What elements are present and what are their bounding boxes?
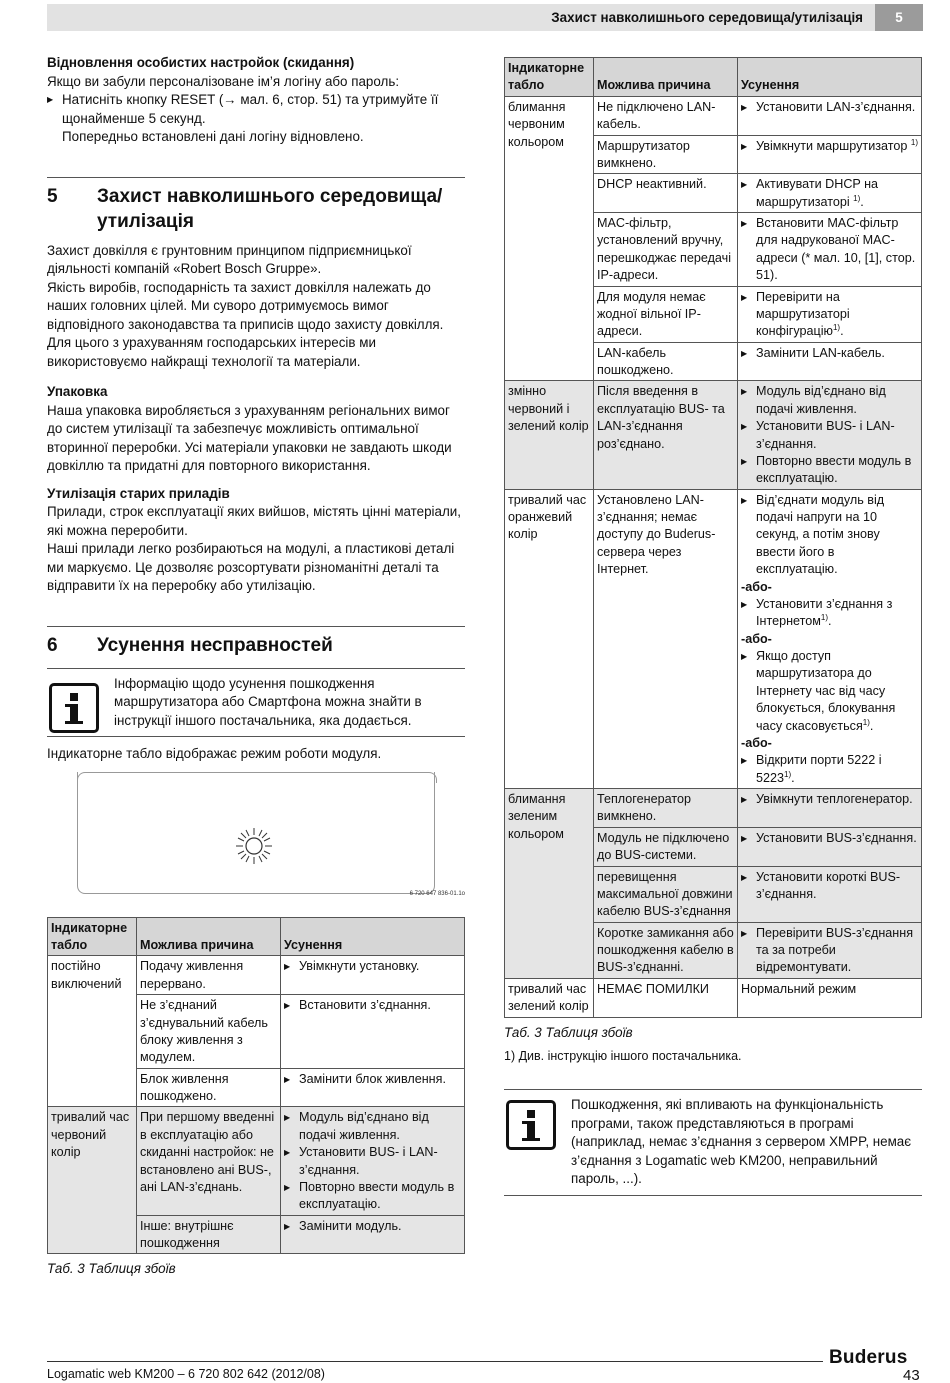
fix-item: ▶ Перевірити на маршрутизаторі конфігурацію$^{1)}$. [741,289,918,341]
fix-cell [738,96,922,135]
info-note-2-text: Пошкодження, які впливають на функціональність програми, також представляються в програмі (наприклад, немає з’єднання з сервером XMPP, немає з’єднання з Logamatic web KM200, неправильний пароль, ...). [571,1097,912,1187]
cause-cell: Блок живлення пошкоджено. [137,1068,281,1107]
old-devices-text-2: Наші прилади легко розбираються на модулі, а пластикові деталі ми маркуємо. Це дозволяє розсортувати різноманітні деталі та відправити їх на переробку або утилізацію. [47,541,455,594]
fix-text: Відкрити порти 5222 і 5223 [756,753,882,785]
fix-item: ▶ Активувати DHCP на маршрутизаторі $^{1)}$. [741,176,918,211]
fix-item: ▶ Замінити блок живлення. [284,1071,461,1088]
fix-item: ▶ Увімкнути теплогенератор. [741,791,918,808]
old-devices-heading: Утилізація старих приладів [47,485,230,501]
fix-item: ▶ Якщо доступ маршрутизатора до Інтернету час від часу блокується, блокування часу скасовується$^{1)}$. [741,648,918,735]
fix-item: ▶ Установити LAN-з’єднання. [741,99,918,116]
fix-cell [738,286,922,342]
fix-cell [281,956,465,995]
footnote-ref: 1) [910,137,918,147]
table-footnote: 1) Див. інструкцію іншого постачальника. [504,1049,742,1063]
cause-cell: Коротке замикання або пошкодження кабелю в BUS-з’єднанні. [594,922,738,978]
info-note-2 [504,1089,922,1196]
fix-cell [738,174,922,213]
reset-result: Попередньо встановлені дані логіну відновлено. [62,129,364,144]
col-header-cause: Можлива причина [137,917,281,956]
cause-cell: Модуль не підключено до BUS-системи. [594,827,738,866]
footnote-ref: 1) [784,769,792,779]
fix-cell [281,1107,465,1215]
info-note-text: Інформацію щодо усунення пошкодження маршрутизатора або Смартфона можна знайти в інструкції іншого постачальника, яка додається. [114,675,422,728]
cause-cell: перевищення максимальної довжини кабелю BUS-з’єднання [594,866,738,922]
fix-cell [738,213,922,287]
fix-item: ▶ Повторно ввести модуль в експлуатацію. [284,1179,461,1214]
header-title: Захист навколишнього середовища/утилізація [551,10,863,25]
page-header [47,4,923,31]
left-column [47,54,465,1279]
cause-cell: Інше: внутрішнє пошкодження [137,1215,281,1254]
cause-cell: Після введення в експлуатацію BUS- та LAN-з’єднання роз’єднано. [594,381,738,489]
cause-cell: Для модуля немає жодної вільної IP-адреси. [594,286,738,342]
fix-item: ▶ Модуль від’єднано від подачі живлення. [741,383,918,418]
col-header-fix: Усунення [281,917,465,956]
fix-item: ▶ Відкрити порти 5222 і 5223$^{1)}$. [741,752,918,787]
footer-doc-ref: Logamatic web KM200 – 6 720 802 642 (2012/08) [47,1367,325,1381]
fix-cell: Нормальний режим [738,978,922,1017]
fix-item: ▶ Встановити з’єднання. [284,997,461,1014]
info-icon [506,1100,556,1150]
indicator-cell: тривалий час зелений колір [505,978,594,1017]
cause-cell: Установлено LAN-з’єднання; немає доступу до Buderus-сервера через Інтернет. [594,489,738,788]
indicator-cell: тривалий час оранжевий колір [505,489,594,788]
fix-cell [738,789,922,828]
indicator-cell: змінно червоний і зелений колір [505,381,594,489]
cause-cell: DHCP неактивний. [594,174,738,213]
table-row [505,789,922,828]
section-5-heading [47,184,465,234]
fix-item: ▶ Від’єднати модуль від подачі напруги на 10 секунд, а потім знову ввести його в експлуатацію. [741,492,918,579]
fix-text: Установити з’єднання з Інтернетом [756,596,893,629]
right-column [504,57,922,1196]
page-number: 43 [903,1367,920,1383]
table-row [505,96,922,135]
fix-cell [281,995,465,1069]
footnote-ref: 1) [853,193,861,203]
divider [47,177,465,178]
cause-cell: Подачу живлення перервано. [137,956,281,995]
fix-cell [738,381,922,489]
fault-table-part-2 [504,57,922,1018]
env-paragraph-3: Для цього з урахуванням господарських інтересів ми використовуємо найкращі технології та матеріали. [47,335,376,369]
old-devices-text-1: Прилади, строк експлуатації яких вийшов, містять цінні матеріали, які можна переробити. [47,504,461,538]
section-6-title: Усунення несправностей [97,634,333,656]
table-row [505,381,922,489]
cause-cell: Не з’єднаний з’єднувальний кабель блоку живлення з модулем. [137,995,281,1069]
table-row [48,1107,465,1215]
footnote-ref: 1) [820,613,829,623]
indicator-cell: блимання червоним кольором [505,96,594,381]
fault-table-part-1 [47,917,465,1255]
panel-intro: Індикаторне табло відображає режим роботи модуля. [47,746,382,762]
led-indicator-icon [234,826,274,866]
cause-cell: Теплогенератор вимкнено. [594,789,738,828]
section-6-heading [47,633,465,658]
fix-item: ▶ Установити BUS- і LAN-з’єднання. [284,1144,461,1179]
buderus-logo: Buderus [829,1347,908,1368]
cause-cell: При першому введенні в експлуатацію або скиданні настройок: не встановлено ані BUS-, ані LAN-з’єднань. [137,1107,281,1215]
env-paragraph-1: Захист довкілля є грунтовним принципом підприємницької діяльності компаній «Robert Bosch Gruppe». [47,242,412,277]
or-separator: -або- [741,735,772,750]
table-row [505,978,922,1017]
reset-step: ▶ Натисніть кнопку RESET (→ мал. 6, стор. 51) та утримуйте її щонайменше 5 секунд. [47,91,465,128]
fix-cell [738,135,922,174]
packaging-text: Наша упаковка виробляється з урахуванням регіональних вимог до систем утилізації та забезпечує можливість оптимальної вторинної переробки. Усі матеріали упаковки не завдають шкоди довкіллю та придатні для повторного використання. [47,402,452,474]
figure-code: 6 720 647 836-01.1o [409,891,465,898]
fix-cell [738,342,922,381]
section-5-title: Захист навколишнього середовища/ утилізація [97,185,443,232]
indicator-panel-figure [77,772,465,898]
cause-cell: MAC-фільтр, установлений вручну, перешкоджає передачі IP-адреси. [594,213,738,287]
reset-heading: Відновлення особистих настройок (скидання) [47,55,355,70]
fix-item [741,138,918,155]
col-header-cause: Можлива причина [594,58,738,97]
col-header-indicator: Індикаторне табло [48,917,137,956]
indicator-cell: постійно виключений [48,956,137,1107]
fix-cell [281,1215,465,1254]
fix-item: ▶ Замінити модуль. [284,1218,461,1235]
section-5-number: 5 [47,185,58,207]
cause-cell: НЕМАЄ ПОМИЛКИ [594,978,738,1017]
table-row [505,489,922,788]
footnote-ref: 1) [832,323,841,333]
chapter-number: 5 [875,4,923,31]
divider [47,626,465,627]
fix-cell [738,922,922,978]
packaging-heading: Упаковка [47,384,108,400]
fix-item: ▶ Встановити MAC-фільтр для надрукованої MAC-адреси (* мал. 10, [1], стор. 51). [741,215,918,285]
fix-cell [738,827,922,866]
indicator-cell: блимання зеленим кольором [505,789,594,979]
info-icon [49,683,99,733]
fix-item: ▶ Замінити LAN-кабель. [741,345,918,362]
col-header-indicator: Індикаторне табло [505,58,594,97]
or-separator: -або- [741,631,772,646]
fix-item: ▶ Модуль від’єднано від подачі живлення. [284,1109,461,1144]
fix-text: Перевірити на маршрутизаторі конфігурацію [756,289,850,339]
footnote-ref: 1) [862,717,870,727]
cause-cell: Не підключено LAN-кабель. [594,96,738,135]
fix-item: ▶ Установити BUS- і LAN-з’єднання. [741,418,918,453]
or-separator: -або- [741,579,772,594]
table-row [48,956,465,995]
fix-item: ▶ Установити короткі BUS-з’єднання. [741,869,918,904]
cause-cell: LAN-кабель пошкоджено. [594,342,738,381]
section-6-number: 6 [47,634,58,656]
indicator-cell: тривалий час червоний колір [48,1107,137,1254]
table-caption: Таб. 3 Таблиця збоїв [47,1261,176,1277]
footer-divider [47,1361,823,1362]
env-paragraph-2: Якість виробів, господарність та захист довкілля належать до наших головних цілей. Ми суворо дотримуємось вимог відповідного законодавства та приписів щодо захисту довкілля. [47,279,444,332]
fix-text: Увімкнути маршрутизатор [756,138,908,153]
fix-text: Якщо доступ маршрутизатора до Інтернету час від часу блокується, блокування часу скасовується [756,649,896,733]
fix-cell [281,1068,465,1107]
fix-item: ▶ Повторно ввести модуль в експлуатацію. [741,453,918,488]
fix-item: ▶ Перевірити BUS-з’єднання та за потреби відремонтувати. [741,925,918,977]
cause-cell: Маршрутизатор вимкнено. [594,135,738,174]
col-header-fix: Усунення [738,58,922,97]
reset-intro: Якщо ви забули персоналізоване ім’я логіну або пароль: [47,73,400,89]
info-note [47,668,465,738]
fix-item: ▶ Установити з’єднання з Інтернетом$^{1)}$. [741,596,918,631]
table-caption: Таб. 3 Таблиця збоїв [504,1024,633,1040]
fix-item: ▶ Увімкнути установку. [284,958,461,975]
fix-cell [738,866,922,922]
fix-item: ▶ Установити BUS-з’єднання. [741,830,918,847]
fix-text: Активувати DHCP на маршрутизаторі [756,177,879,209]
fix-cell [738,489,922,788]
